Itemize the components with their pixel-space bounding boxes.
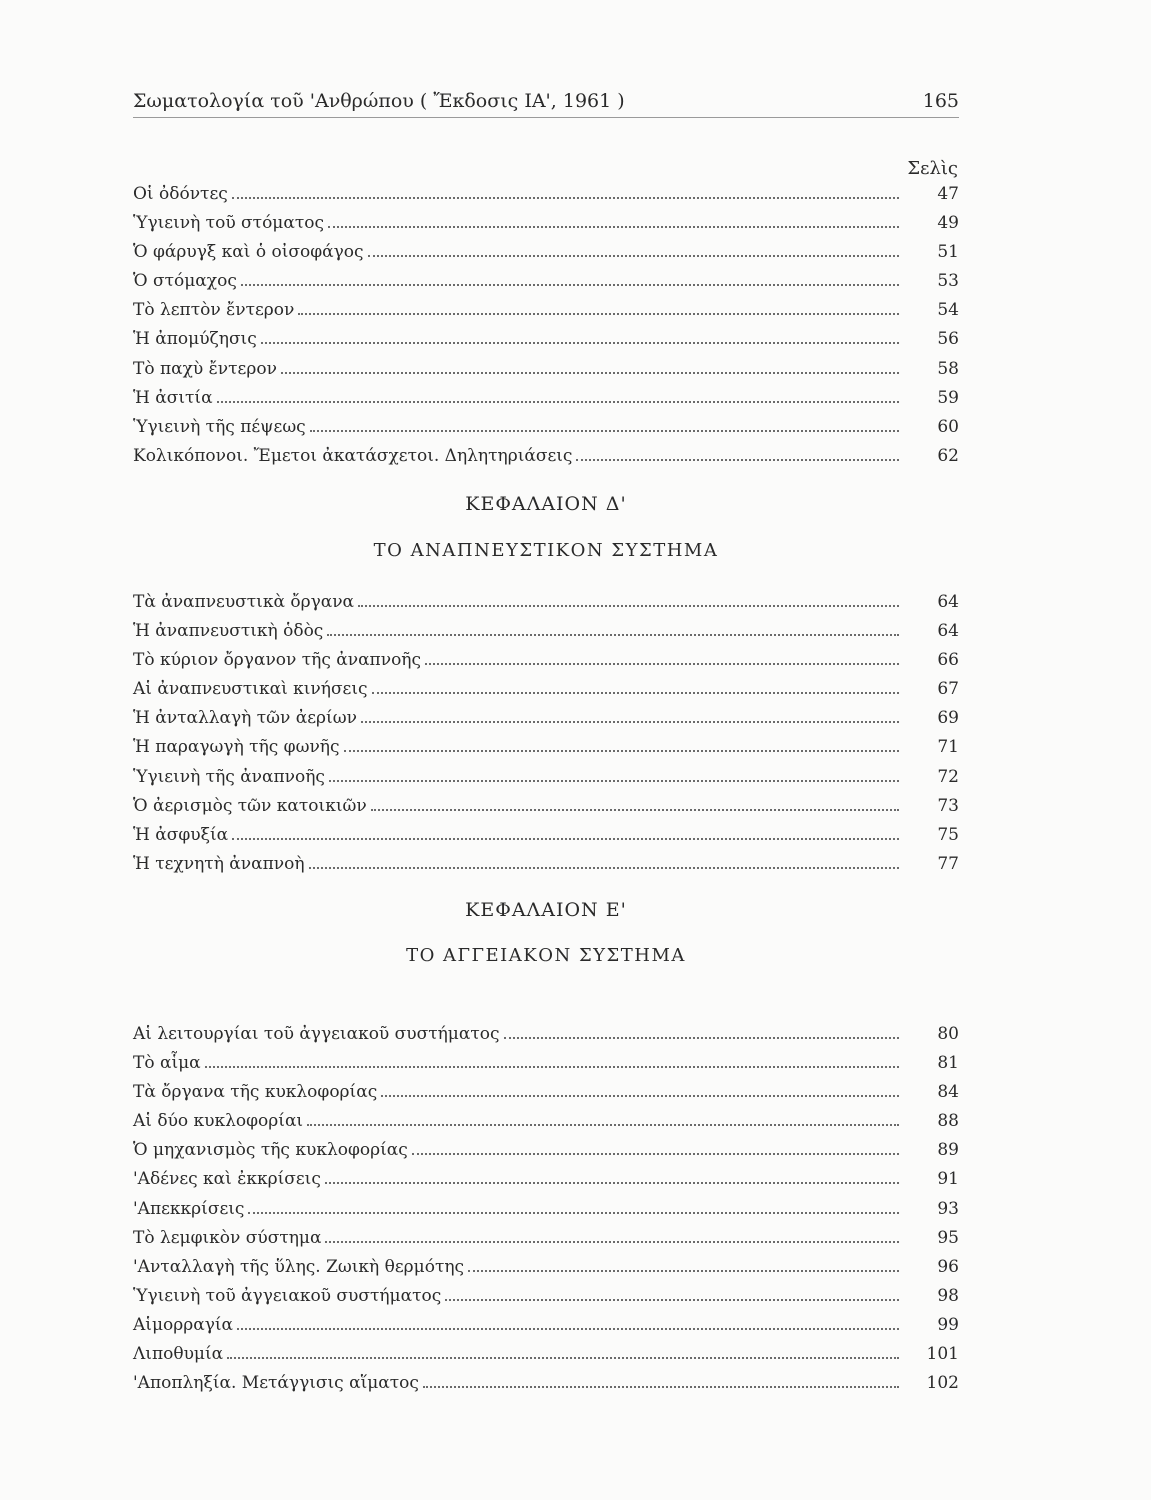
dot-leader	[325, 1181, 899, 1184]
dot-leader	[372, 691, 899, 694]
toc-section-vascular	[133, 1018, 959, 1396]
toc-entry	[133, 761, 959, 787]
toc-entry-page: 53	[937, 271, 959, 292]
toc-entry-title: Ὁ στόμαχος	[133, 271, 237, 292]
running-header	[133, 84, 959, 118]
toc-entry	[133, 411, 959, 437]
toc-entry	[133, 1076, 959, 1102]
toc-entry	[133, 1105, 959, 1131]
toc-entry-title: Ὑγιεινὴ τῆς ἀναπνοῆς	[133, 766, 325, 787]
toc-entry-title: Τὸ λεπτὸν ἔντερον	[133, 300, 295, 321]
toc-entry-page: 80	[937, 1024, 959, 1044]
page-column-label: Σελὶς	[907, 158, 958, 179]
toc-entry-title: Αἱ ἀναπνευστικαὶ κινήσεις	[133, 679, 368, 700]
toc-entry-title: Ἡ τεχνητὴ ἀναπνοὴ	[133, 853, 305, 874]
toc-entry-page: 93	[937, 1198, 959, 1219]
toc-entry-title: Ὑγιεινὴ τῆς πέψεως	[133, 416, 306, 437]
toc-entry-title: Ἡ παραγωγὴ τῆς φωνῆς	[133, 737, 340, 758]
toc-entry-title: Ἡ ἀπομύζησις	[133, 329, 257, 350]
dot-leader	[232, 837, 899, 840]
toc-entry	[133, 1047, 959, 1073]
dot-leader	[328, 225, 899, 228]
toc-entry-title: Τὸ παχὺ ἔντερον	[133, 358, 277, 379]
toc-entry-title: Τὰ ὄργανα τῆς κυκλοφορίας	[133, 1082, 378, 1103]
toc-entry-page: 101	[926, 1344, 959, 1365]
dot-leader	[576, 458, 899, 461]
toc-entry-title: 'Απεκκρίσεις	[133, 1198, 245, 1219]
toc-entry	[133, 644, 959, 670]
toc-entry-page: 62	[937, 445, 959, 466]
toc-entry-page: 81	[937, 1053, 959, 1074]
toc-entry	[133, 586, 959, 612]
toc-entry-page: 75	[937, 824, 959, 845]
toc-entry-page: 89	[937, 1140, 959, 1161]
toc-entry	[133, 848, 959, 874]
dot-leader	[227, 1356, 899, 1359]
toc-entry-title: Ὁ φάρυγξ καὶ ὁ οἰσοφάγος	[133, 242, 364, 263]
toc-entry-page: 102	[926, 1373, 959, 1394]
toc-entry-title: Αἱ λειτουργίαι τοῦ ἀγγειακοῦ συστήματος	[133, 1024, 500, 1044]
toc-entry-page: 64	[937, 592, 959, 612]
toc-entry-page: 91	[937, 1169, 959, 1190]
header-rule	[133, 117, 959, 118]
toc-entry	[133, 702, 959, 728]
toc-entry	[133, 1309, 959, 1335]
dot-leader	[232, 196, 899, 199]
dot-leader	[307, 1123, 899, 1126]
toc-entry-title: Αἱμορραγία	[133, 1314, 233, 1335]
dot-leader	[237, 1327, 899, 1330]
toc-entry-page: 88	[937, 1111, 959, 1132]
toc-entry-title: Τὰ ἀναπνευστικὰ ὄργανα	[133, 592, 355, 612]
toc-entry-title: Τὸ κύριον ὄργανον τῆς ἀναπνοῆς	[133, 650, 422, 671]
toc-entry	[133, 615, 959, 641]
toc-entry-title: Ὁ μηχανισμὸς τῆς κυκλοφορίας	[133, 1140, 408, 1161]
toc-entry-page: 96	[937, 1256, 959, 1277]
dot-leader	[344, 749, 900, 752]
toc-entry	[133, 1338, 959, 1364]
toc-entry-title: Ὑγιεινὴ τοῦ ἀγγειακοῦ συστήματος	[133, 1285, 442, 1306]
toc-entry-title: Τὸ λεμφικὸν σύστημα	[133, 1227, 322, 1248]
toc-entry-page: 58	[937, 358, 959, 379]
toc-section-digestive	[133, 178, 959, 469]
toc-entry	[133, 1280, 959, 1306]
dot-leader	[423, 1385, 899, 1388]
toc-entry-page: 67	[937, 679, 959, 700]
toc-entry	[133, 353, 959, 379]
dot-leader	[425, 662, 899, 665]
toc-entry	[133, 1018, 959, 1044]
toc-entry	[133, 1134, 959, 1160]
dot-leader	[327, 633, 899, 636]
toc-entry	[133, 207, 959, 233]
toc-entry-title: 'Ανταλλαγὴ τῆς ὕλης. Ζωικὴ θερμότης	[133, 1256, 465, 1277]
toc-entry-title: Ἡ ἀνταλλαγὴ τῶν ἀερίων	[133, 708, 357, 729]
toc-entry-page: 56	[937, 329, 959, 350]
dot-leader	[217, 400, 899, 403]
toc-entry	[133, 382, 959, 408]
dot-leader	[468, 1269, 899, 1272]
toc-entry-page: 47	[937, 184, 959, 204]
toc-entry-page: 71	[937, 737, 959, 758]
toc-entry-page: 69	[937, 708, 959, 729]
toc-entry-page: 84	[937, 1082, 959, 1103]
dot-leader	[325, 1240, 899, 1243]
toc-entry	[133, 265, 959, 291]
toc-entry-page: 99	[937, 1314, 959, 1335]
toc-entry-title: Ἡ ἀναπνευστικὴ ὁδὸς	[133, 621, 324, 642]
toc-entry	[133, 178, 959, 204]
toc-entry	[133, 673, 959, 699]
chapter-e-heading: ΚΕΦΑΛΑΙΟΝ Ε'	[465, 899, 627, 921]
page-number: 165	[922, 90, 959, 112]
toc-entry	[133, 236, 959, 262]
dot-leader	[361, 720, 899, 723]
toc-entry	[133, 323, 959, 349]
dot-leader	[445, 1298, 899, 1301]
toc-entry-title: Αἱ δύο κυκλοφορίαι	[133, 1111, 304, 1132]
toc-entry	[133, 790, 959, 816]
toc-entry-page: 59	[937, 387, 959, 408]
running-title: Σωματολογία τοῦ 'Ανθρώπου ( Ἔκδοσις ΙΑ', 1961 )	[133, 90, 625, 112]
toc-entry	[133, 731, 959, 757]
dot-leader	[248, 1211, 899, 1214]
toc-entry-page: 60	[937, 416, 959, 437]
toc-entry	[133, 1222, 959, 1248]
toc-entry-page: 54	[937, 300, 959, 321]
toc-entry-title: Ἡ ἀσιτία	[133, 387, 213, 408]
dot-leader	[310, 429, 899, 432]
chapter-d-subtitle: ΤΟ ΑΝΑΠΝΕΥΣΤΙΚΟΝ ΣΥΣΤΗΜΑ	[373, 540, 719, 561]
toc-entry-page: 51	[937, 242, 959, 263]
dot-leader	[329, 779, 899, 782]
toc-entry-title: Τὸ αἷμα	[133, 1053, 201, 1074]
toc-entry-page: 49	[937, 213, 959, 234]
dot-leader	[381, 1094, 899, 1097]
toc-entry	[133, 1193, 959, 1219]
toc-entry	[133, 1367, 959, 1393]
toc-entry	[133, 294, 959, 320]
toc-entry-page: 72	[937, 766, 959, 787]
dot-leader	[241, 283, 899, 286]
dot-leader	[281, 371, 899, 374]
toc-entry-title: Λιποθυμία	[133, 1344, 224, 1365]
chapter-d-heading: ΚΕΦΑΛΑΙΟΝ Δ'	[465, 493, 627, 515]
dot-leader	[504, 1036, 900, 1039]
chapter-e-subtitle: ΤΟ ΑΓΓΕΙΑΚΟΝ ΣΥΣΤΗΜΑ	[406, 945, 686, 966]
toc-entry-page: 66	[937, 650, 959, 671]
toc-entry-page: 64	[937, 621, 959, 642]
dot-leader	[368, 254, 899, 257]
toc-entry-title: Οἱ ὀδόντες	[133, 184, 228, 204]
toc-entry-title: Ὁ ἀερισμὸς τῶν κατοικιῶν	[133, 795, 367, 816]
toc-entry	[133, 1163, 959, 1189]
toc-section-respiratory	[133, 586, 959, 877]
toc-entry-title: 'Αδένες καὶ ἐκκρίσεις	[133, 1169, 321, 1190]
toc-entry-page: 73	[937, 795, 959, 816]
toc-entry-page: 98	[937, 1285, 959, 1306]
dot-leader	[371, 808, 899, 811]
dot-leader	[358, 604, 899, 607]
dot-leader	[298, 312, 899, 315]
toc-entry-page: 95	[937, 1227, 959, 1248]
dot-leader	[309, 866, 899, 869]
toc-entry	[133, 819, 959, 845]
toc-entry	[133, 1251, 959, 1277]
toc-entry-page: 77	[937, 853, 959, 874]
dot-leader	[205, 1065, 899, 1068]
dot-leader	[261, 341, 899, 344]
toc-entry-title: Ὑγιεινὴ τοῦ στόματος	[133, 213, 324, 234]
toc-entry-title: Ἡ ἀσφυξία	[133, 824, 229, 845]
toc-entry-title: 'Αποπληξία. Μετάγγισις αἵματος	[133, 1373, 419, 1394]
toc-entry-title: Κολικόπονοι. Ἔμετοι ἀκατάσχετοι. Δηλητηριάσεις	[133, 445, 573, 466]
dot-leader	[412, 1152, 899, 1155]
toc-entry	[133, 440, 959, 466]
